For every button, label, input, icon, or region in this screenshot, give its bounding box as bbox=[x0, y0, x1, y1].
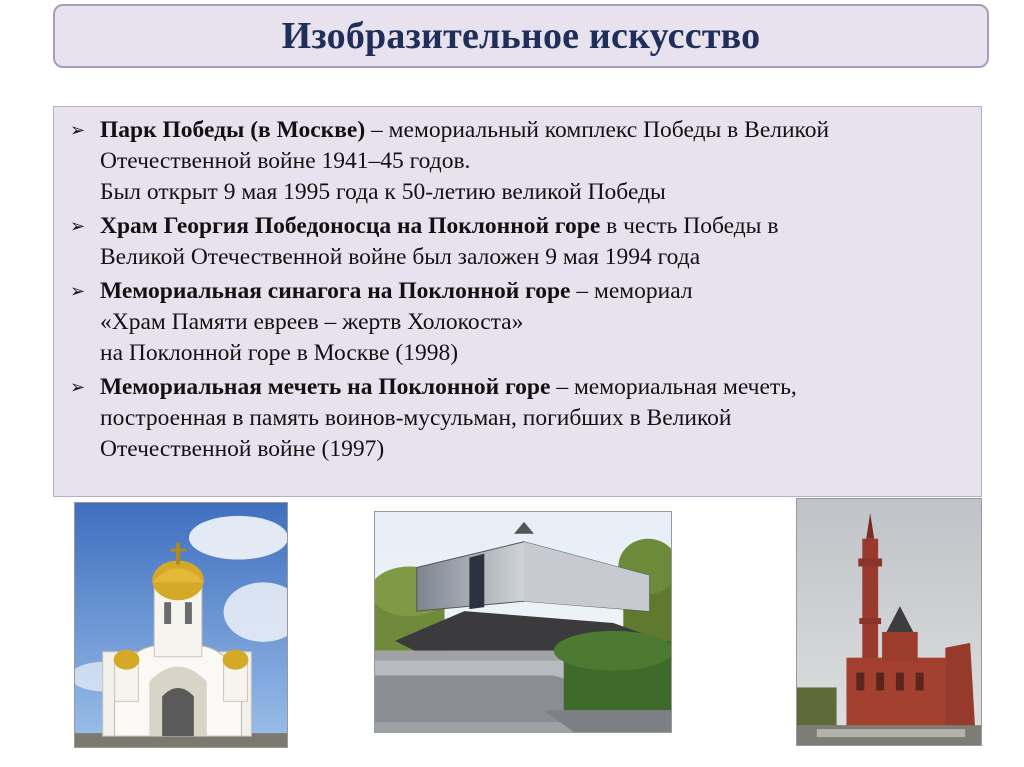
item-text: в честь Победы в bbox=[600, 213, 779, 239]
arrow-bullet-icon: ➢ bbox=[70, 377, 86, 398]
synagogue-image bbox=[375, 512, 671, 732]
item-heading: Мемориальная синагога на Поклонной горе bbox=[100, 278, 571, 304]
list-item-synagogue bbox=[70, 276, 971, 369]
arrow-bullet-icon: ➢ bbox=[70, 216, 86, 237]
item-text: – мемориальная мечеть, bbox=[550, 374, 797, 400]
item-line: построенная в память воинов-мусульман, погибших в Великой bbox=[100, 405, 732, 431]
item-line: Отечественной войне (1997) bbox=[100, 436, 385, 462]
item-line: Отечественной войне 1941–45 годов. bbox=[100, 148, 471, 174]
item-line: «Храм Памяти евреев – жертв Холокоста» bbox=[100, 309, 524, 335]
item-heading: Храм Георгия Победоносца на Поклонной горе bbox=[100, 213, 601, 239]
arrow-bullet-icon: ➢ bbox=[70, 120, 86, 141]
item-line: Великой Отечественной войне был заложен 9 мая 1994 года bbox=[100, 244, 701, 270]
slide-title: Изобразительное искусство bbox=[281, 15, 761, 57]
synagogue-photo bbox=[374, 511, 672, 733]
item-line: на Поклонной горе в Москве (1998) bbox=[100, 340, 459, 366]
list-item-victory-park bbox=[70, 115, 971, 208]
title-banner bbox=[53, 4, 989, 68]
content-panel bbox=[53, 106, 982, 497]
item-heading: Мемориальная мечеть на Поклонной горе bbox=[100, 374, 551, 400]
church-image bbox=[75, 503, 287, 747]
arrow-bullet-icon: ➢ bbox=[70, 281, 86, 302]
list-item-george-church bbox=[70, 211, 971, 273]
mosque-photo bbox=[796, 498, 982, 746]
item-text: – мемориальный комплекс Победы в Великой bbox=[365, 117, 830, 143]
mosque-image bbox=[797, 499, 981, 745]
item-line: Был открыт 9 мая 1995 года к 50-летию великой Победы bbox=[100, 179, 666, 205]
church-photo bbox=[74, 502, 288, 748]
item-text: – мемориал bbox=[570, 278, 693, 304]
list-item-mosque bbox=[70, 372, 971, 465]
item-heading: Парк Победы (в Москве) bbox=[100, 117, 366, 143]
